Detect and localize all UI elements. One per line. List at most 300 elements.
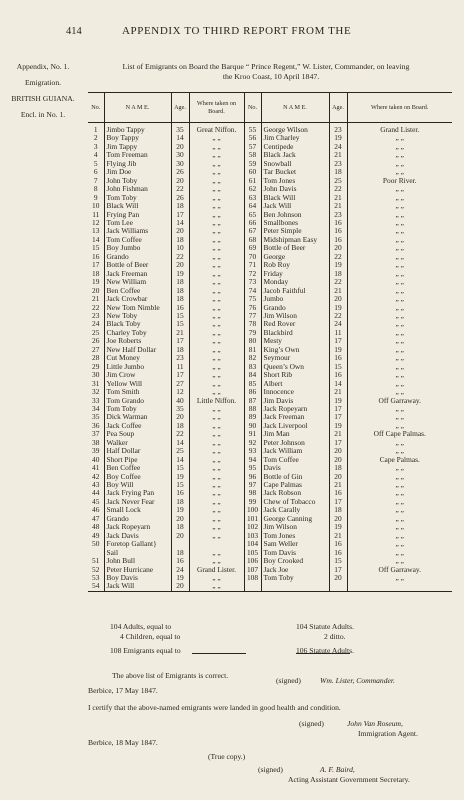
emigrant-name (261, 582, 329, 591)
embark-place: Off Garraway. (378, 396, 421, 405)
emigrant-age: 21 (329, 287, 347, 295)
emigrant-name: Snowball (261, 160, 329, 168)
emigrant-name: Black Jack (261, 151, 329, 159)
embark-place: „ „ (395, 244, 404, 253)
embark-place: „ „ (395, 379, 404, 388)
table-row (88, 422, 452, 430)
embark-place: „ „ (395, 345, 404, 354)
emigrant-age: 17 (171, 371, 189, 379)
emigrant-table (88, 92, 452, 592)
emigrant-age: 25 (329, 177, 347, 185)
emigrant-age: 17 (171, 211, 189, 219)
embark-place: „ „ (395, 202, 404, 211)
row-number: 56 (244, 134, 261, 142)
table-row (88, 270, 452, 278)
embark-place: „ „ (189, 498, 244, 506)
emigrant-age: 14 (171, 439, 189, 447)
embark-place: „ „ (395, 557, 404, 566)
emigrant-name: Rob Roy (261, 261, 329, 269)
emigrant-age: 14 (171, 456, 189, 464)
row-number: 28 (88, 354, 104, 362)
row-number: 61 (244, 177, 261, 185)
emigrant-age: 22 (329, 253, 347, 261)
embark-place: „ „ (395, 134, 404, 143)
emigrant-age: 19 (329, 422, 347, 430)
emigrant-age: 19 (171, 574, 189, 582)
emigrant-age: 18 (171, 549, 189, 557)
emigrant-age: 23 (329, 160, 347, 168)
row-number: 8 (88, 185, 104, 193)
row-number: 19 (88, 278, 104, 286)
emigrant-name: Boy Crooked (261, 557, 329, 565)
emigrant-age: 17 (329, 337, 347, 345)
table-row (88, 515, 452, 523)
embark-place: Off Garraway. (378, 565, 421, 574)
row-number: 53 (88, 574, 104, 582)
emigrant-age: 26 (171, 194, 189, 202)
emigrant-age: 22 (329, 185, 347, 193)
emigrant-name: Jack William (261, 447, 329, 455)
embark-place: „ „ (395, 320, 404, 329)
list-caption (90, 62, 452, 82)
emigrant-age: 11 (171, 363, 189, 371)
emigrant-name: Jack Freeman (261, 413, 329, 421)
embark-place: „ „ (189, 489, 244, 497)
table-row (88, 481, 452, 489)
embark-place: „ „ (189, 244, 244, 252)
embark-place: „ „ (395, 210, 404, 219)
row-number: 46 (88, 506, 104, 514)
embark-place: „ „ (189, 134, 244, 142)
table-row (88, 295, 452, 303)
emigrant-name: Black Will (261, 194, 329, 202)
row-number: 14 (88, 236, 104, 244)
emigrant-name: Jim Davis (261, 397, 329, 405)
emigrant-name: Jim Charley (261, 134, 329, 142)
table-row (88, 498, 452, 506)
emigrant-age: 18 (329, 506, 347, 514)
embark-place (189, 540, 244, 548)
embark-place: „ „ (395, 235, 404, 244)
row-number: 75 (244, 295, 261, 303)
emigrant-name: Small Lock (104, 506, 171, 514)
embark-place: „ „ (395, 472, 404, 481)
emigrants-value: 106 Statute Adults. (296, 646, 355, 655)
emigrant-name: Boy Will (104, 481, 171, 489)
row-number: 21 (88, 295, 104, 303)
emigrant-age: 11 (329, 329, 347, 337)
row-number: 100 (244, 506, 261, 514)
embark-place: „ „ (395, 371, 404, 380)
row-number: 1 (88, 123, 104, 135)
row-number: 18 (88, 270, 104, 278)
page-header (0, 26, 464, 46)
row-number: 66 (244, 219, 261, 227)
table-row (88, 540, 452, 548)
embark-place: „ „ (189, 430, 244, 438)
row-number: 51 (88, 557, 104, 565)
emigrant-name: Jack Ropeyarn (104, 523, 171, 531)
table-row (88, 287, 452, 295)
baird-signature: A. F. Baird, (320, 765, 355, 774)
row-number (88, 549, 104, 557)
embark-place: „ „ (189, 388, 244, 396)
emigrant-age: 16 (329, 354, 347, 362)
emigrant-name: Tom Coffee (261, 456, 329, 464)
emigrant-age: 17 (171, 337, 189, 345)
emigrant-age: 26 (171, 168, 189, 176)
embark-place: „ „ (395, 252, 404, 261)
emigrant-name: Centipede (261, 143, 329, 151)
row-number: 103 (244, 532, 261, 540)
table-row (88, 430, 452, 438)
embark-place: „ „ (395, 506, 404, 515)
embark-place: „ „ (189, 211, 244, 219)
table-row (88, 236, 452, 244)
emigrant-age (329, 582, 347, 591)
embark-place: „ „ (395, 303, 404, 312)
row-number: 15 (88, 244, 104, 252)
emigrant-name: Short Pipe (104, 456, 171, 464)
emigrant-name: Jack Ropeyarn (261, 405, 329, 413)
row-number: 79 (244, 329, 261, 337)
embark-place: Great Niffon. (189, 123, 244, 135)
row-number: 35 (88, 413, 104, 421)
emigrant-age: 16 (171, 557, 189, 565)
embark-place: „ „ (189, 261, 244, 269)
row-number: 49 (88, 532, 104, 540)
true-copy: (True copy.) (208, 752, 246, 761)
table-row (88, 473, 452, 481)
emigrant-name: Jacob Faithful (261, 287, 329, 295)
emigrant-age: 17 (329, 439, 347, 447)
emigrant-age: 16 (329, 540, 347, 548)
emigrant-name: Chew of Tobacco (261, 498, 329, 506)
table-row (88, 168, 452, 176)
agent-title: Immigration Agent. (358, 729, 418, 738)
embark-place: „ „ (189, 320, 244, 328)
enclosure-label: Encl. in No. 1. (20, 110, 66, 119)
emigrant-name: New Toby (104, 312, 171, 320)
embark-place: „ „ (189, 202, 244, 210)
emigrant-name: Cut Money (104, 354, 171, 362)
table-row (88, 219, 452, 227)
embark-place: „ „ (395, 523, 404, 532)
embark-place: „ „ (189, 312, 244, 320)
row-number: 80 (244, 337, 261, 345)
emigrant-name: Jim Wilson (261, 523, 329, 531)
row-number: 2 (88, 134, 104, 142)
embark-place: „ „ (189, 194, 244, 202)
embark-place: „ „ (189, 304, 244, 312)
embark-place: „ „ (189, 329, 244, 337)
emigrant-name: Tom Toby (104, 194, 171, 202)
row-number: 76 (244, 304, 261, 312)
row-number: 85 (244, 380, 261, 388)
emigrant-name: Black Toby (104, 320, 171, 328)
berbice-date-1: Berbice, 17 May 1847. (88, 686, 158, 695)
emigrant-name: Grando (104, 253, 171, 261)
embark-place: „ „ (189, 177, 244, 185)
row-number: 52 (88, 566, 104, 574)
table-row (88, 506, 452, 514)
emigrant-name: Smallbones (261, 219, 329, 227)
embark-place: „ „ (189, 582, 244, 591)
row-number: 62 (244, 185, 261, 193)
embark-place: „ „ (189, 515, 244, 523)
table-row (88, 134, 452, 142)
row-number: 38 (88, 439, 104, 447)
embark-place: „ „ (395, 489, 404, 498)
emigrant-name: Jimbo Tappy (104, 123, 171, 135)
emigrant-age: 16 (329, 236, 347, 244)
emigrant-age: 15 (171, 312, 189, 320)
emigrant-age: 40 (171, 397, 189, 405)
emigrant-age: 23 (171, 354, 189, 362)
emigrant-age: 20 (329, 447, 347, 455)
embark-place: „ „ (189, 481, 244, 489)
emigrant-name: Tom Lee (104, 219, 171, 227)
emigrant-age: 18 (329, 168, 347, 176)
col-no: No. (88, 93, 104, 123)
row-number: 9 (88, 194, 104, 202)
emigrant-age: 22 (171, 253, 189, 261)
row-number: 55 (244, 123, 261, 135)
emigrant-name: Tom Toby (104, 405, 171, 413)
table-row (88, 177, 452, 185)
emigrant-age: 20 (171, 582, 189, 591)
row-number: 101 (244, 515, 261, 523)
emigrant-name: Tom Smith (104, 388, 171, 396)
secretary-title: Acting Assistant Government Secretary. (288, 775, 410, 784)
row-number: 7 (88, 177, 104, 185)
emigrant-age: 16 (329, 219, 347, 227)
col-no: No. (244, 93, 261, 123)
embark-place: „ „ (395, 464, 404, 473)
row-number: 71 (244, 261, 261, 269)
row-number: 29 (88, 363, 104, 371)
emigrant-age: 35 (171, 123, 189, 135)
signed-label-1: (signed) (276, 676, 301, 685)
emigrant-age: 15 (171, 320, 189, 328)
emigrant-name: Jack Joe (261, 566, 329, 574)
emigrant-age: 18 (171, 278, 189, 286)
emigrant-age: 18 (171, 422, 189, 430)
embark-place: „ „ (189, 236, 244, 244)
emigrant-name: Cape Palmas (261, 481, 329, 489)
row-number: 105 (244, 549, 261, 557)
emigration-label: Emigration. (24, 78, 62, 87)
emigrant-age: 21 (171, 329, 189, 337)
emigrant-age: 19 (329, 397, 347, 405)
emigrant-name: Foretop Gallant} (104, 540, 171, 548)
table-row (88, 123, 452, 135)
emigrant-name: Jack Robson (261, 489, 329, 497)
totals-block (110, 622, 450, 656)
embark-place: „ „ (189, 278, 244, 286)
emigrant-age: 16 (171, 489, 189, 497)
emigrant-name: Tar Bucket (261, 168, 329, 176)
row-number: 10 (88, 202, 104, 210)
emigrant-age: 18 (171, 295, 189, 303)
embark-place: Cape Palmas. (379, 455, 420, 464)
embark-place: „ „ (189, 295, 244, 303)
table-row (88, 456, 452, 464)
row-number: 47 (88, 515, 104, 523)
embark-place: Grand Lister. (380, 125, 420, 134)
emigrant-age: 19 (171, 506, 189, 514)
row-number: 27 (88, 346, 104, 354)
row-number: 91 (244, 430, 261, 438)
embark-place: „ „ (189, 160, 244, 168)
embark-place (347, 582, 452, 591)
emigrant-age: 17 (329, 498, 347, 506)
row-number: 16 (88, 253, 104, 261)
emigrant-name: Grando (261, 304, 329, 312)
emigrant-name: Tom Freeman (104, 151, 171, 159)
emigrant-name: Dick Warman (104, 413, 171, 421)
emigrant-name: Charley Toby (104, 329, 171, 337)
emigrant-age: 22 (171, 185, 189, 193)
emigrant-age: 20 (329, 295, 347, 303)
embark-place: „ „ (189, 253, 244, 261)
emigrant-age: 16 (329, 227, 347, 235)
row-number: 3 (88, 143, 104, 151)
emigrant-age: 35 (171, 405, 189, 413)
embark-place: „ „ (189, 413, 244, 421)
table-row (88, 329, 452, 337)
row-number: 99 (244, 498, 261, 506)
row-number: 88 (244, 405, 261, 413)
embark-place: „ „ (395, 574, 404, 583)
emigrant-name: Jim Tappy (104, 143, 171, 151)
emigrants-label: 108 Emigrants equal to (110, 646, 181, 655)
emigrant-name: Bottle of Beer (104, 261, 171, 269)
row-number: 98 (244, 489, 261, 497)
emigrant-name: Half Dollar (104, 447, 171, 455)
col-age: Age. (171, 93, 189, 123)
row-number: 72 (244, 270, 261, 278)
emigrant-name: George Canning (261, 515, 329, 523)
emigrant-name: Jack Crowbar (104, 295, 171, 303)
embark-place: „ „ (395, 497, 404, 506)
table-row (88, 244, 452, 252)
embark-place: Poor River. (382, 176, 417, 185)
embark-place: „ „ (395, 421, 404, 430)
table-row (88, 143, 452, 151)
table-row (88, 160, 452, 168)
embark-place: „ „ (395, 354, 404, 363)
row-number: 11 (88, 211, 104, 219)
table-header-row (88, 93, 452, 123)
emigrant-name: Sail (104, 549, 171, 557)
emigrant-age: 22 (329, 278, 347, 286)
row-number: 59 (244, 160, 261, 168)
col-name: N A M E. (261, 93, 329, 123)
emigrant-age: 20 (329, 473, 347, 481)
embark-place: „ „ (395, 481, 404, 490)
table-row (88, 388, 452, 396)
table-row (88, 464, 452, 472)
emigrant-name: New Half Dollar (104, 346, 171, 354)
embark-place: „ „ (189, 380, 244, 388)
row-number: 67 (244, 227, 261, 235)
embark-place: „ „ (395, 438, 404, 447)
table-row (88, 557, 452, 565)
row-number: 70 (244, 253, 261, 261)
row-number: 30 (88, 371, 104, 379)
row-number: 36 (88, 422, 104, 430)
children-value: 2 ditto. (324, 632, 346, 641)
row-number: 86 (244, 388, 261, 396)
emigrant-age: 18 (171, 202, 189, 210)
emigrant-name: Bottle of Gin (261, 473, 329, 481)
caption-line-2: the Kroo Coast, 10 April 1847. (222, 72, 320, 81)
emigrant-age: 25 (171, 447, 189, 455)
row-number: 82 (244, 354, 261, 362)
row-number: 77 (244, 312, 261, 320)
row-number: 25 (88, 329, 104, 337)
emigrant-name: Jack Liverpool (261, 422, 329, 430)
emigrant-name: Red Rover (261, 320, 329, 328)
table-row (88, 549, 452, 557)
embark-place: „ „ (189, 439, 244, 447)
berbice-date-2: Berbice, 18 May 1847. (88, 738, 158, 747)
emigrant-name: John Fishman (104, 185, 171, 193)
emigrant-age: 18 (171, 236, 189, 244)
table-row (88, 397, 452, 405)
embark-place: „ „ (189, 405, 244, 413)
emigrant-name: John Toby (104, 177, 171, 185)
emigrant-name: Jack Carally (261, 506, 329, 514)
emigrant-age: 20 (329, 574, 347, 582)
correct-statement: The above list of Emigrants is correct. (112, 671, 229, 680)
table-row (88, 413, 452, 421)
emigrant-age: 15 (329, 363, 347, 371)
caption-line-1: List of Emigrants on Board the Barque “ Prince Regent,” W. Lister, Commander, on leaving (122, 62, 410, 71)
table-row (88, 304, 452, 312)
emigrant-age: 20 (329, 515, 347, 523)
table-row (88, 439, 452, 447)
embark-place: „ „ (189, 227, 244, 235)
row-number: 45 (88, 498, 104, 506)
table-row (88, 278, 452, 286)
row-number: 22 (88, 304, 104, 312)
emigrant-name: Bottle of Beer (261, 244, 329, 252)
row-number: 39 (88, 447, 104, 455)
emigrant-name: George (261, 253, 329, 261)
table-row (88, 566, 452, 574)
row-number: 96 (244, 473, 261, 481)
row-number: 107 (244, 566, 261, 574)
row-number: 42 (88, 473, 104, 481)
emigrant-name: Jack Will (261, 202, 329, 210)
emigrant-name: Boy Davis (104, 574, 171, 582)
embark-place: „ „ (189, 270, 244, 278)
table-row (88, 185, 452, 193)
emigrant-name: Midshipman Easy (261, 236, 329, 244)
row-number: 5 (88, 160, 104, 168)
emigrant-age: 20 (329, 244, 347, 252)
emigrant-age: 18 (329, 270, 347, 278)
row-number: 78 (244, 320, 261, 328)
table-row (88, 261, 452, 269)
emigrant-age: 14 (171, 134, 189, 142)
row-number: 32 (88, 388, 104, 396)
emigrant-name: Walker (104, 439, 171, 447)
row-number: 13 (88, 227, 104, 235)
emigrant-name: Frying Pan (104, 211, 171, 219)
